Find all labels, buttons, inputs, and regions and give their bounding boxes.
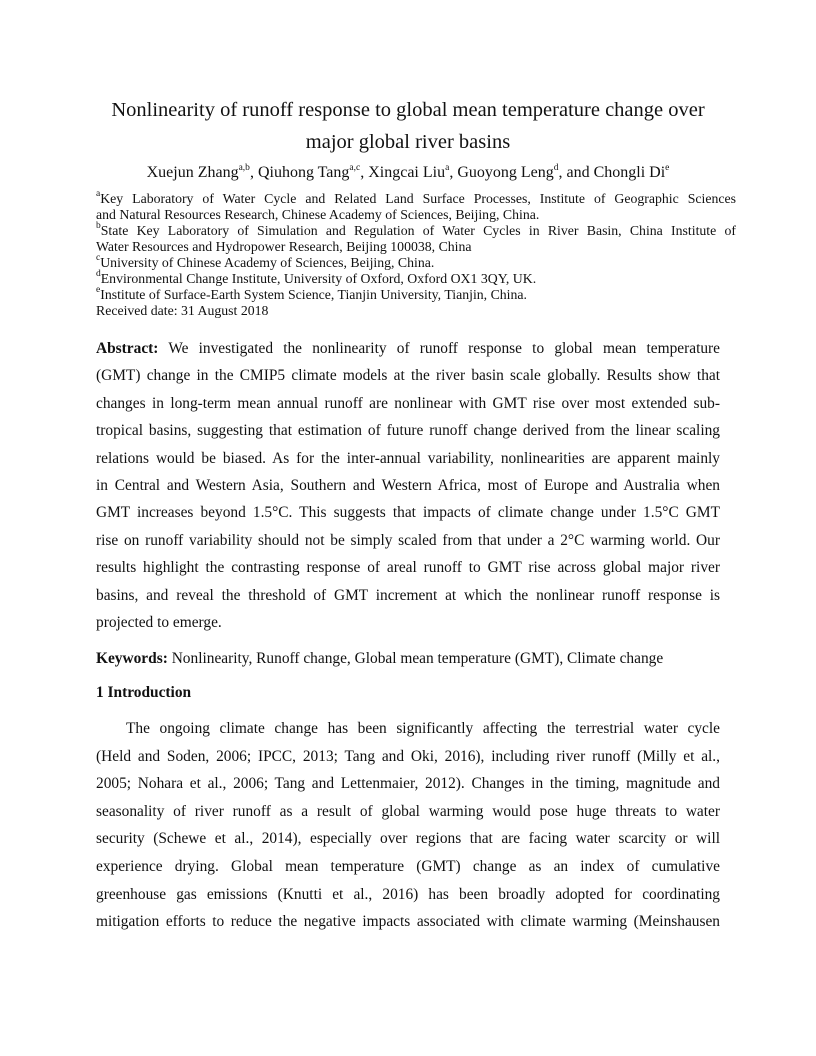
abstract-line: tropical basins, suggesting that estimation of future runoff change derived from the linear scaling (96, 422, 720, 440)
affiliation-line: $^b$State Key Laboratory of Simulation and Regulation of Water Cycles in River Basin, China Institute of (96, 221, 736, 238)
affiliation-line: and Natural Resources Research, Chinese Academy of Sciences, Beijing, China. (96, 207, 540, 222)
author: Xingcai Liu (368, 164, 446, 181)
affiliation-line: $^e$Institute of Surface-Earth System Science, Tianjin University, Tianjin, China. (96, 285, 527, 302)
author: Qiuhong Tang (257, 164, 350, 181)
keywords-label: Keywords: (96, 650, 168, 667)
intro-line: seasonality of river runoff as a result of global warming would pose huge threats to water (96, 802, 720, 820)
section-heading: 1 Introduction (96, 684, 192, 701)
abstract-line: projected to emerge. (96, 614, 222, 632)
author-affiliation-mark: d (553, 163, 559, 173)
intro-line: mitigation efforts to reduce the negative impacts associated with climate warming (Meinshausen (96, 913, 720, 931)
abstract (96, 335, 720, 636)
author: Xuejun Zhang (146, 164, 239, 181)
abstract-label: Abstract: (96, 340, 159, 357)
affiliation-line: $^c$University of Chinese Academy of Sciences, Beijing, China. (96, 253, 435, 270)
intro-line: experience drying. Global mean temperature (GMT) change as an index of cumulative (96, 857, 720, 875)
abstract-line: Abstract: We investigated the nonlinearity of runoff response to global mean temperature (96, 340, 720, 357)
affiliation-line: $^a$Key Laboratory of Water Cycle and Related Land Surface Processes, Institute of Geographic Sciences (96, 189, 736, 206)
author: Guoyong Leng (457, 164, 554, 181)
abstract-line: rise on runoff variability should not be simply scaled from that under a 2°C warming world. Our (96, 531, 720, 549)
intro-line: (Held and Soden, 2006; IPCC, 2013; Tang and Oki, 2016), including river runoff (Milly et al., (96, 747, 720, 765)
abstract-line: relations would be biased. As for the inter-annual variability, nonlinearities are apparent mainly (96, 449, 720, 467)
intro-line: greenhouse gas emissions (Knutti et al., 2016) has been broadly adopted for coordinating (96, 885, 720, 903)
abstract-line: (GMT) change in the CMIP5 climate models at the river basin scale globally. Results show that (96, 367, 720, 385)
abstract-line: GMT increases beyond 1.5°C. This suggests that impacts of climate change under 1.5°C GMT (96, 504, 720, 522)
affiliation-line: $^d$Environmental Change Institute, University of Oxford, Oxford OX1 3QY, UK. (96, 269, 537, 286)
author: Chongli Di (593, 164, 666, 181)
paper-title-line-2: major global river basins (305, 131, 511, 153)
abstract-line: results highlight the contrasting response of areal runoff to GMT rise across global major river (96, 559, 720, 577)
introduction-paragraph (96, 715, 720, 936)
affiliation-line: Water Resources and Hydropower Research, Beijing 100038, China (96, 239, 472, 254)
author-affiliation-mark: e (665, 163, 670, 173)
intro-line: security (Schewe et al., 2014), especially over regions that are facing water scarcity or will (96, 830, 720, 848)
author-affiliation-mark: a (445, 163, 450, 173)
author-list: Xuejun Zhang$^{a,b}$, Qiuhong Tang$^{a,c}$, Xingcai Liu$^a$, Guoyong Leng$^d$, and Chongli Di$^e$ (146, 163, 670, 181)
affiliations (96, 191, 736, 319)
received-date: Received date: 31 August 2018 (96, 303, 269, 318)
abstract-line: basins, and reveal the threshold of GMT increment at which the nonlinear runoff response is (96, 586, 720, 604)
paper-title-line-1: Nonlinearity of runoff response to global mean temperature change over (111, 99, 705, 121)
keywords-text: Nonlinearity, Runoff change, Global mean temperature (GMT), Climate change (171, 650, 664, 667)
intro-line: The ongoing climate change has been significantly affecting the terrestrial water cycle (126, 720, 720, 737)
keywords (96, 648, 720, 670)
abstract-line: in Central and Western Asia, Southern and Western Africa, most of Europe and Australia when (96, 477, 720, 495)
abstract-line: changes in long-term mean annual runoff are nonlinear with GMT rise over most extended sub- (96, 394, 720, 412)
author-affiliation-mark: a,b (238, 163, 250, 173)
author-affiliation-mark: a,c (349, 163, 361, 173)
intro-line: 2005; Nohara et al., 2006; Tang and Lettenmaier, 2012). Changes in the timing, magnitude and (96, 775, 720, 793)
